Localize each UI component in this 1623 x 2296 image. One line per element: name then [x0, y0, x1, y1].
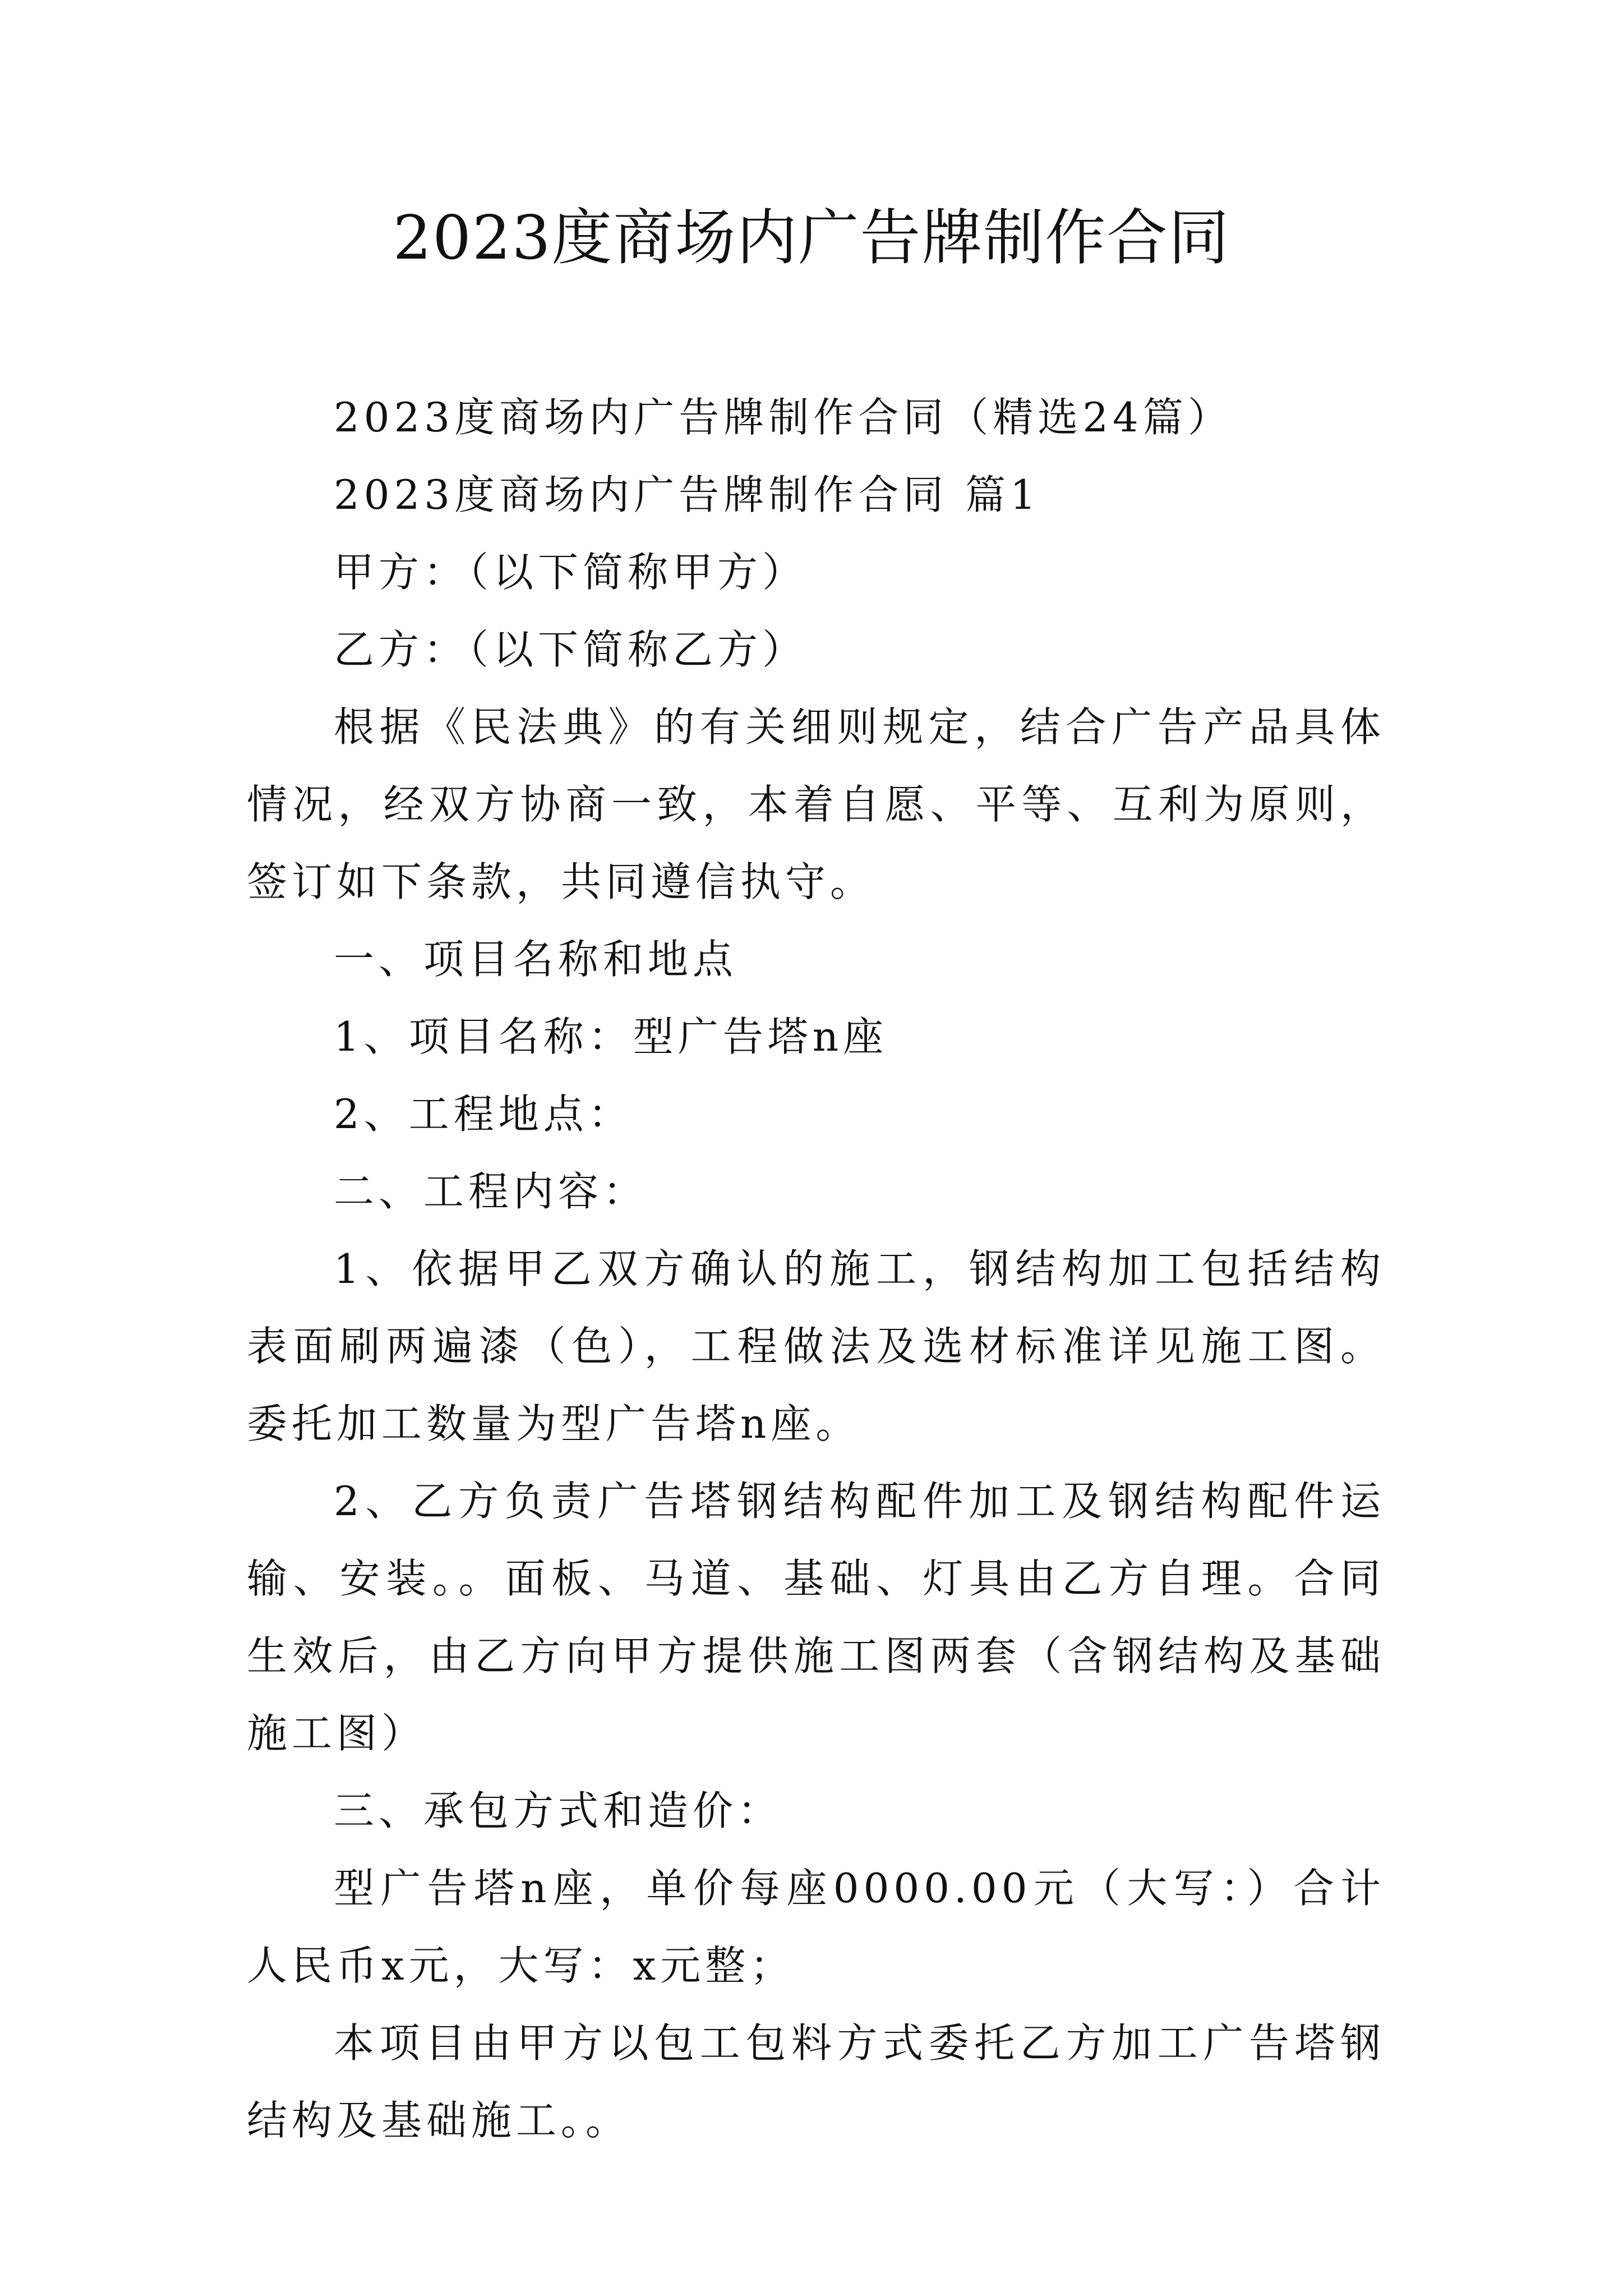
paragraph-item-2-heading: 二、工程内容：: [334, 1168, 648, 1215]
paragraph-item-3-heading: 三、承包方式和造价：: [334, 1787, 783, 1834]
paragraph-preamble: 根据《民法典》的有关细则规定，结合广告产品具体情况，经双方协商一致，本着自愿、平等、互利为原则，签订如下条款，共同遵信执守。: [247, 703, 1385, 905]
paragraph-project-location: 2、工程地点：: [334, 1091, 633, 1138]
paragraph-party-a: 甲方：（以下简称甲方）: [334, 549, 808, 596]
paragraph-item-1-heading: 一、项目名称和地点: [334, 936, 738, 983]
paragraph-project-name: 1、项目名称：型广告塔n座: [334, 1013, 888, 1060]
document-title: 2023度商场内广告牌制作合同: [393, 203, 1230, 273]
paragraph-subtitle: 2023度商场内广告牌制作合同（精选24篇）: [334, 394, 1233, 441]
paragraph-section-heading: 2023度商场内广告牌制作合同 篇1: [334, 471, 1040, 518]
paragraph-pricing: 型广告塔n座，单价每座0000.00元（大写：）合计人民币x元，大写：x元整；: [247, 1865, 1385, 1989]
paragraph-work-content-1: 1、依据甲乙双方确认的施工，钢结构加工包括结构表面刷两遍漆（色），工程做法及选材标准详见施工图。委托加工数量为型广告塔n座。: [247, 1245, 1385, 1447]
paragraph-work-content-2: 2、乙方负责广告塔钢结构配件加工及钢结构配件运输、安装。。面板、马道、基础、灯具由乙方自理。合同生效后，由乙方向甲方提供施工图两套（含钢结构及基础施工图）: [247, 1478, 1385, 1757]
paragraph-contract-mode: 本项目由甲方以包工包料方式委托乙方加工广告塔钢结构及基础施工。。: [247, 2019, 1385, 2144]
document-body: [247, 379, 1385, 2159]
paragraph-party-b: 乙方：（以下简称乙方）: [334, 626, 808, 673]
